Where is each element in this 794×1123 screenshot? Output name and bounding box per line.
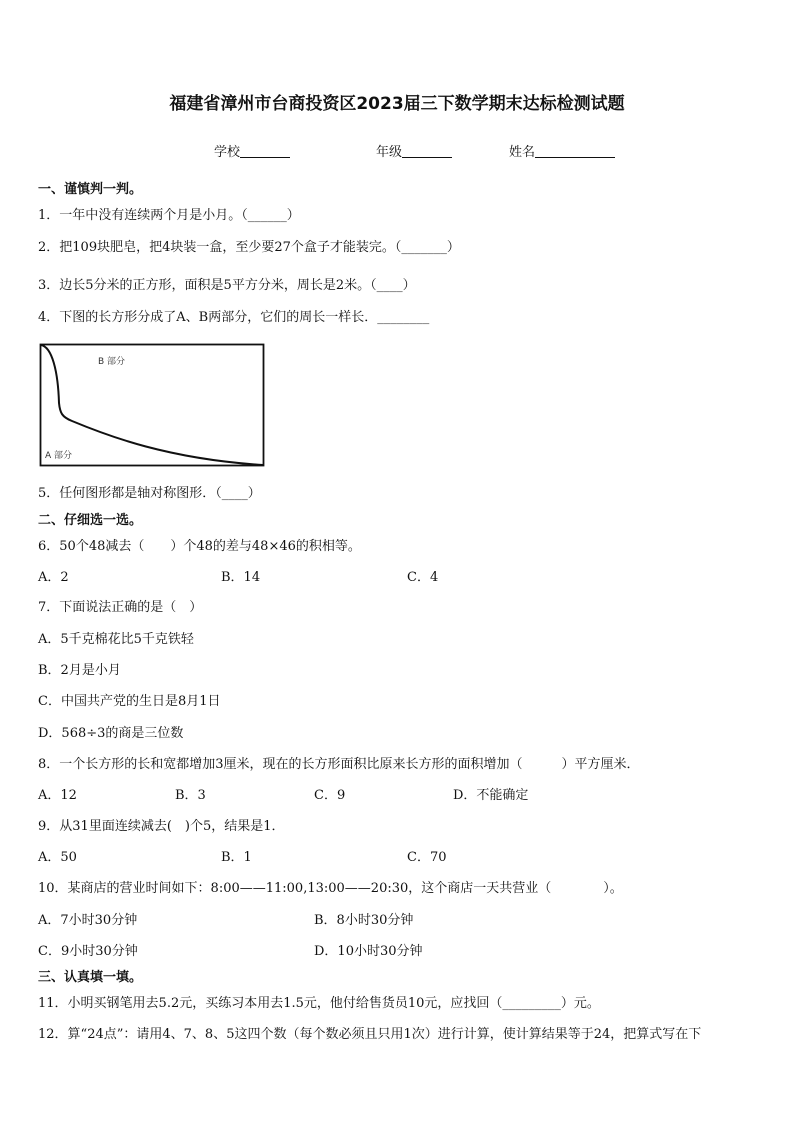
name-blank[interactable] (535, 144, 615, 158)
question-10: 10．某商店的营业时间如下：8:00——11:00,13:00——20:30，这个商店一天共营业（ ）。 (38, 881, 623, 896)
school-field[interactable] (214, 141, 290, 160)
option-q6-a[interactable]: A．2 (38, 570, 69, 585)
rectangle-figure (38, 341, 268, 469)
question-1: 1．一年中没有连续两个月是小月。（______） (38, 208, 300, 223)
question-4: 4．下图的长方形分成了A、B两部分，它们的周长一样长．________ (38, 310, 430, 325)
option-q8-b[interactable]: B．3 (175, 788, 206, 803)
page-title: 福建省漳州市台商投资区2023届三下数学期末达标检测试题 (169, 94, 625, 114)
question-8: 8．一个长方形的长和宽都增加3厘米，现在的长方形面积比原来长方形的面积增加（ ）平方厘米． (38, 757, 640, 772)
school-blank[interactable] (240, 144, 290, 158)
figure-label-b: B 部分 (98, 357, 126, 367)
grade-blank[interactable] (402, 144, 452, 158)
option-q7-b[interactable]: B．2月是小月 (38, 663, 121, 678)
section-heading-1: 一、谨慎判一判。 (38, 182, 143, 197)
option-q6-b[interactable]: B．14 (221, 570, 261, 585)
section-heading-3: 三、认真填一填。 (38, 970, 143, 985)
question-9: 9．从31里面连续减去( )个5，结果是1． (38, 819, 285, 834)
option-q8-a[interactable]: A．12 (38, 788, 77, 803)
grade-label: 年级 (376, 145, 403, 160)
name-label: 姓名 (509, 145, 536, 160)
section-heading-2: 二、仔细选一选。 (38, 513, 143, 528)
grade-field[interactable] (376, 141, 452, 160)
option-q8-d[interactable]: D．不能确定 (453, 788, 529, 803)
question-3: 3．边长5分米的正方形，面积是5平方分米，周长是2米。（____） (38, 278, 416, 293)
option-q9-b[interactable]: B．1 (221, 850, 252, 865)
option-q7-c[interactable]: C．中国共产党的生日是8月1日 (38, 694, 221, 709)
question-12: 12．算“24点”：请用4、7、8、5这四个数（每个数必须且只用1次）进行计算，使计算结果等于24，把算式写在下 (38, 1027, 702, 1042)
option-q9-c[interactable]: C．70 (407, 850, 447, 865)
option-q10-c[interactable]: C．9小时30分钟 (38, 944, 138, 959)
option-q10-d[interactable]: D．10小时30分钟 (314, 944, 423, 959)
question-2: 2．把109块肥皂，把4块装一盒，至少要27个盒子才能装完。（_______） (38, 240, 460, 255)
school-label: 学校 (214, 145, 241, 160)
option-q6-c[interactable]: C．4 (407, 570, 439, 585)
option-q9-a[interactable]: A．50 (38, 850, 77, 865)
name-field[interactable] (509, 141, 615, 160)
question-5: 5．任何图形都是轴对称图形．（____） (38, 486, 261, 501)
question-11: 11．小明买钢笔用去5.2元，买练习本用去1.5元，他付给售货员10元，应找回（_________）元。 (38, 996, 600, 1011)
option-q10-a[interactable]: A．7小时30分钟 (38, 913, 138, 928)
figure-label-a: A 部分 (45, 451, 73, 461)
option-q10-b[interactable]: B．8小时30分钟 (314, 913, 414, 928)
option-q7-d[interactable]: D．568÷3的商是三位数 (38, 726, 184, 741)
option-q8-c[interactable]: C．9 (314, 788, 346, 803)
option-q7-a[interactable]: A．5千克棉花比5千克铁轻 (38, 632, 194, 647)
question-6: 6．50个48减去（ ）个48的差与48×46的积相等。 (38, 539, 361, 554)
question-7: 7．下面说法正确的是（ ） (38, 600, 203, 615)
